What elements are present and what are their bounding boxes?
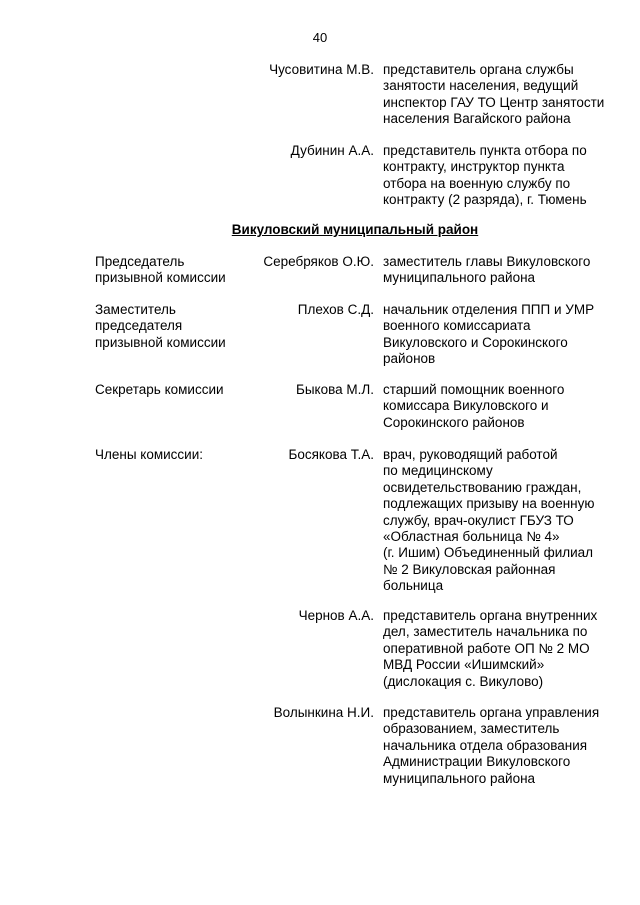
- description-line: начальник отделения ППП и УМР: [383, 302, 595, 317]
- member-description-chusovitina: [383, 62, 623, 128]
- description-line: № 2 Викуловская районная: [383, 561, 556, 577]
- description-line: контракту (2 разряда), г. Тюмень: [383, 192, 587, 208]
- description-line: службу, врач-окулист ГБУЗ ТО: [383, 512, 574, 528]
- role-secretary: [95, 382, 245, 398]
- member-description-dubinin: [383, 143, 623, 209]
- description-line: заместитель главы Викуловского: [383, 254, 591, 269]
- description-line: районов: [383, 351, 436, 367]
- description-line: занятости населения, ведущий: [383, 78, 579, 94]
- member-name-dubinin: Дубинин А.А.: [290, 143, 374, 158]
- role-line: Заместитель: [95, 302, 176, 317]
- member-name-bykova: Быкова М.Л.: [295, 382, 374, 397]
- member-name-volynkina: Волынкина Н.И.: [273, 705, 374, 720]
- member-name-plekhov: Плехов С.Д.: [297, 302, 374, 317]
- description-line: врач, руководящий работой: [383, 447, 558, 462]
- description-line: начальника отдела образования: [383, 737, 588, 753]
- description-line: «Областная больница № 4»: [383, 529, 560, 545]
- description-line: Викуловского и Сорокинского: [383, 334, 568, 350]
- member-description-bykova: [383, 382, 623, 431]
- member-description-bosyakova: [383, 447, 623, 595]
- description-line: военного комиссариата: [383, 318, 531, 334]
- description-line: Сорокинского районов: [383, 414, 525, 430]
- description-line: муниципального района: [383, 270, 536, 286]
- role-line: призывной комиссии: [95, 334, 226, 350]
- role-line: призывной комиссии: [95, 270, 226, 286]
- description-line: подлежащих призыву на военную: [383, 496, 595, 512]
- role-chairman: [95, 254, 245, 287]
- role-line: Члены комиссии:: [95, 447, 204, 462]
- description-line: представитель органа управления: [383, 705, 600, 720]
- description-line: населения Вагайского района: [383, 111, 571, 127]
- description-line: освидетельствованию граждан,: [383, 479, 582, 495]
- role-line: Председатель: [95, 254, 185, 269]
- description-line: отбора на военную службу по: [383, 175, 571, 191]
- description-line: больница: [383, 578, 444, 594]
- page-number: 40: [312, 30, 328, 45]
- role-line: Секретарь комиссии: [95, 382, 224, 397]
- description-line: по медицинскому: [383, 463, 493, 479]
- description-line: представитель пункта отбора по: [383, 143, 587, 158]
- description-line: Администрации Викуловского: [383, 754, 571, 770]
- description-line: представитель органа службы: [383, 62, 574, 77]
- member-name-serebryakov: Серебряков О.Ю.: [263, 254, 374, 269]
- description-line: муниципального района: [383, 770, 536, 786]
- description-line: инспектор ГАУ ТО Центр занятости: [383, 94, 605, 110]
- member-description-serebryakov: [383, 254, 623, 287]
- role-deputy-chairman: [95, 302, 245, 351]
- member-description-volynkina: [383, 705, 623, 787]
- description-line: (г. Ишим) Объединенный филиал: [383, 545, 594, 561]
- member-name-bosyakova: Босякова Т.А.: [288, 447, 374, 462]
- description-line: контракту, инструктор пункта: [383, 159, 565, 175]
- role-members: [95, 447, 245, 463]
- member-name-chusovitina: Чусовитина М.В.: [269, 62, 374, 77]
- description-line: представитель органа внутренних: [383, 608, 598, 623]
- member-description-chernov: [383, 608, 623, 690]
- section-heading: Викуловский муниципальный район: [231, 222, 479, 237]
- description-line: образованием, заместитель: [383, 721, 560, 737]
- description-line: старший помощник военного: [383, 382, 565, 397]
- member-description-plekhov: [383, 302, 623, 368]
- role-line: председателя: [95, 318, 183, 334]
- description-line: дел, заместитель начальника по: [383, 624, 588, 640]
- description-line: комиссара Викуловского и: [383, 398, 549, 414]
- member-name-chernov: Чернов А.А.: [298, 608, 374, 623]
- description-line: (дислокация с. Викулово): [383, 673, 544, 689]
- description-line: МВД России «Ишимский»: [383, 657, 545, 673]
- description-line: оперативной работе ОП № 2 МО: [383, 640, 590, 656]
